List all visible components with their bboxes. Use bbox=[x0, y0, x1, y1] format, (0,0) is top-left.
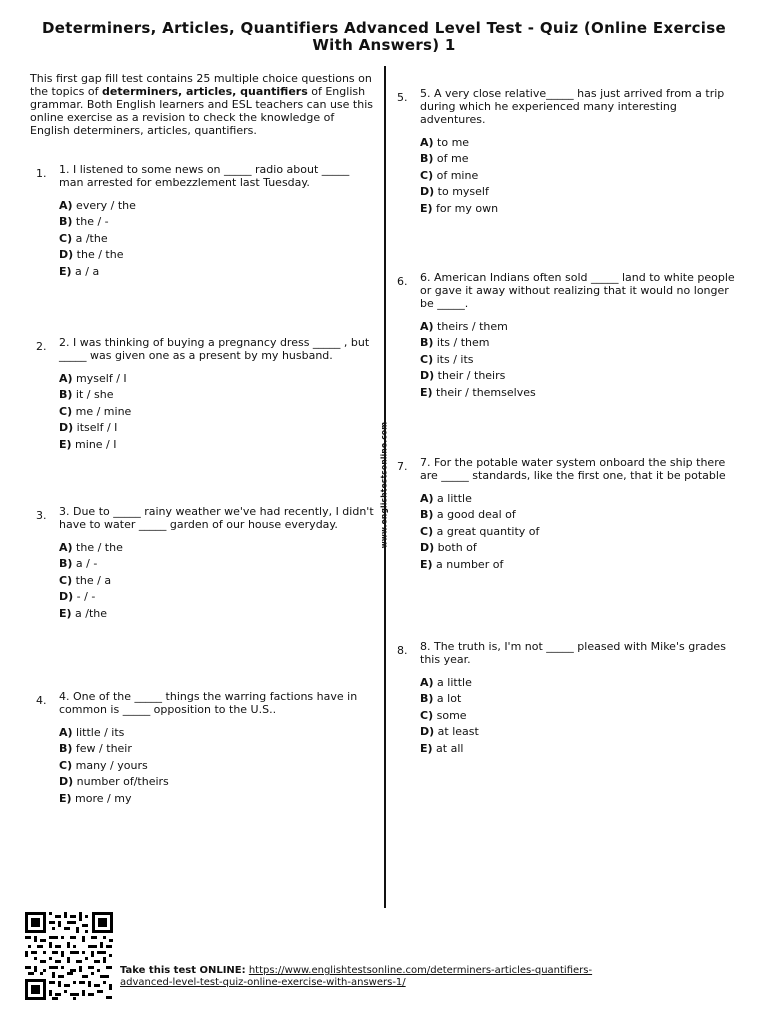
question-number: 7. bbox=[397, 460, 408, 473]
answer-option-d[interactable]: D) number of/theirs bbox=[59, 775, 169, 789]
question-number: 4. bbox=[36, 694, 47, 707]
question-text: 1. I listened to some news on _____ radio about _____ man arrested for embezzlement last Tuesday. bbox=[59, 163, 350, 189]
answer-option-e[interactable]: E) for my own bbox=[420, 201, 499, 215]
answer-option-e[interactable]: E) more / my bbox=[59, 791, 132, 805]
question-number: 8. bbox=[397, 644, 408, 657]
question-number: 3. bbox=[36, 509, 47, 522]
answer-option-b[interactable]: B) it / she bbox=[59, 388, 114, 402]
answer-option-b[interactable]: B) of me bbox=[420, 152, 469, 166]
answer-option-a[interactable]: A) to me bbox=[420, 136, 470, 149]
footer-online-link bbox=[120, 965, 640, 989]
question-number: 6. bbox=[397, 275, 408, 288]
question-text: 6. American Indians often sold _____ land to white people or gave it away without realizing that it would no longer be _____. bbox=[420, 271, 735, 310]
answer-option-c[interactable]: C) many / yours bbox=[59, 758, 148, 772]
question-number: 5. bbox=[397, 91, 408, 104]
answer-option-c[interactable]: C) some bbox=[420, 708, 467, 722]
intro-paragraph bbox=[30, 72, 375, 137]
answer-option-c[interactable]: C) of mine bbox=[420, 168, 479, 182]
answer-option-c[interactable]: C) a /the bbox=[59, 231, 108, 245]
answer-option-d[interactable]: D) both of bbox=[420, 541, 477, 555]
answer-option-d[interactable]: D) their / theirs bbox=[420, 369, 506, 383]
answer-option-b[interactable]: B) the / - bbox=[59, 215, 109, 229]
answer-option-e[interactable]: E) their / themselves bbox=[420, 385, 536, 399]
answer-option-d[interactable]: D) the / the bbox=[59, 248, 124, 262]
question-text: 8. The truth is, I'm not _____ pleased with Mike's grades this year. bbox=[420, 640, 726, 666]
test-url-link[interactable]: https://www.englishtestsonline.com/determiners-articles-quantifiers-advanced-level-test-quiz-online-exercise-with-answers-1/ bbox=[120, 965, 593, 988]
answer-option-c[interactable]: C) me / mine bbox=[59, 404, 132, 418]
site-watermark: www.englishtestsonline.com bbox=[379, 421, 389, 549]
question-text: 2. I was thinking of buying a pregnancy dress _____ , but _____ was given one as a present by my husband. bbox=[59, 336, 370, 362]
question-text: 4. One of the _____ things the warring factions have in common is _____ opposition to the U.S.. bbox=[59, 690, 358, 716]
intro-bold-topics: determiners, articles, quantifiers bbox=[102, 85, 308, 98]
answer-option-c[interactable]: C) the / a bbox=[59, 573, 112, 587]
answer-option-e[interactable]: E) mine / I bbox=[59, 437, 117, 451]
answer-option-e[interactable]: E) at all bbox=[420, 741, 464, 755]
answer-option-b[interactable]: B) a lot bbox=[420, 692, 462, 706]
answer-option-a[interactable]: A) theirs / them bbox=[420, 320, 508, 333]
question-number: 1. bbox=[36, 167, 47, 180]
answer-option-a[interactable]: A) a little bbox=[420, 492, 472, 505]
answer-option-c[interactable]: C) a great quantity of bbox=[420, 524, 540, 538]
answer-option-e[interactable]: E) a number of bbox=[420, 557, 504, 571]
answer-option-d[interactable]: D) itself / I bbox=[59, 421, 118, 435]
qr-code-icon[interactable] bbox=[25, 912, 113, 1000]
answer-option-b[interactable]: B) a / - bbox=[59, 557, 98, 571]
answer-option-e[interactable]: E) a /the bbox=[59, 606, 108, 620]
answer-option-c[interactable]: C) its / its bbox=[420, 352, 474, 366]
answer-option-a[interactable]: A) every / the bbox=[59, 199, 136, 212]
footer-label: Take this test ONLINE: bbox=[120, 965, 246, 976]
answer-option-e[interactable]: E) a / a bbox=[59, 264, 100, 278]
question-text: 7. For the potable water system onboard the ship there are _____ standards, like the first one, that it be potable bbox=[420, 456, 726, 482]
answer-option-a[interactable]: A) myself / I bbox=[59, 372, 127, 385]
question-text: 5. A very close relative_____ has just arrived from a trip during which he experienced many interesting adventures. bbox=[420, 87, 725, 126]
answer-option-a[interactable]: A) the / the bbox=[59, 541, 123, 554]
answer-option-d[interactable]: D) to myself bbox=[420, 185, 489, 199]
answer-option-d[interactable]: D) at least bbox=[420, 725, 479, 739]
answer-option-d[interactable]: D) - / - bbox=[59, 590, 96, 604]
answer-option-b[interactable]: B) a good deal of bbox=[420, 508, 516, 522]
question-number: 2. bbox=[36, 340, 47, 353]
answer-option-a[interactable]: A) a little bbox=[420, 676, 472, 689]
answer-option-b[interactable]: B) its / them bbox=[420, 336, 490, 350]
page-title: Determiners, Articles, Quantifiers Advanced Level Test - Quiz (Online Exercise With Answers) 1 bbox=[42, 19, 726, 54]
answer-option-a[interactable]: A) little / its bbox=[59, 726, 125, 739]
intro-text-end: of English grammar. Both English learners and ESL teachers can use this online exercise as a revision to check the knowledge of English determiners, articles, quantifiers. bbox=[30, 85, 373, 137]
intro-text-start: This first gap fill test contains 25 multiple choice questions on the topics of bbox=[30, 72, 372, 98]
question-text: 3. Due to _____ rainy weather we've had recently, I didn't have to water _____ garden of our house everyday. bbox=[59, 505, 374, 531]
answer-option-b[interactable]: B) few / their bbox=[59, 742, 132, 756]
